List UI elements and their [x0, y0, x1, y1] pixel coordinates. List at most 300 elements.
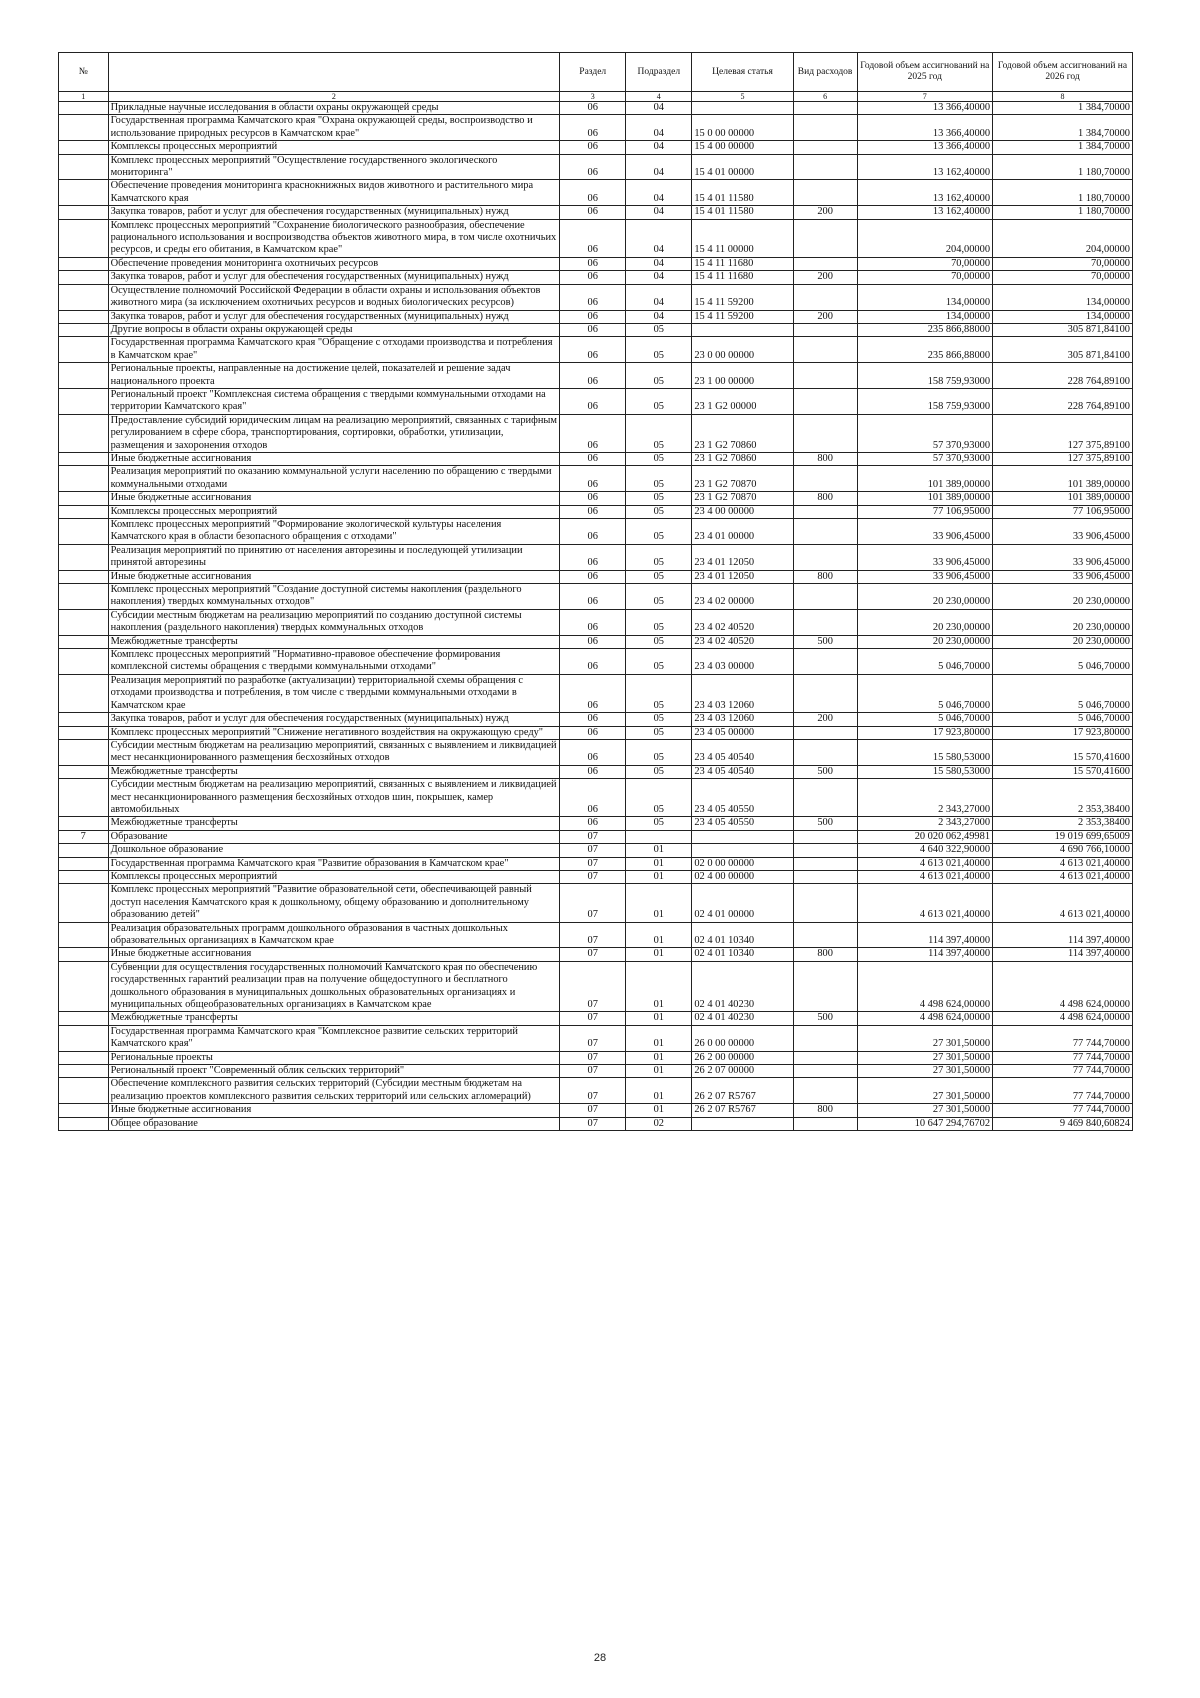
row-target: 15 4 01 11580: [692, 180, 793, 206]
row-name: Закупка товаров, работ и услуг для обеспечения государственных (муниципальных) нужд: [108, 271, 560, 284]
row-podrazdel: 05: [626, 817, 692, 830]
row-razdel: 07: [560, 1078, 626, 1104]
row-vid: [793, 115, 857, 141]
row-amount-2026: 204,00000: [993, 219, 1133, 257]
row-amount-2026: 101 389,00000: [993, 492, 1133, 505]
row-target: 15 4 11 59200: [692, 310, 793, 323]
row-amount-2026: 70,00000: [993, 257, 1133, 270]
row-target: 26 2 07 R5767: [692, 1078, 793, 1104]
row-podrazdel: 01: [626, 870, 692, 883]
table-row: [59, 961, 1133, 1012]
row-amount-2026: 4 613 021,40000: [993, 857, 1133, 870]
row-number: [59, 922, 109, 948]
table-row: [59, 870, 1133, 883]
row-vid: 800: [793, 948, 857, 961]
row-amount-2025: 235 866,88000: [857, 337, 992, 363]
row-number: [59, 726, 109, 739]
row-amount-2026: 33 906,45000: [993, 519, 1133, 545]
table-row: [59, 739, 1133, 765]
row-name: Осуществление полномочий Российской Федерации в области охраны и использования объектов животного мира (за исключением охотничьих ресурсов и водных биологических ресурсов): [108, 284, 560, 310]
table-row: [59, 492, 1133, 505]
row-number: [59, 1025, 109, 1051]
table-row: [59, 414, 1133, 452]
row-name: Региональный проект "Комплексная система обращения с твердыми коммунальными отходами на территории Камчатского края": [108, 388, 560, 414]
row-amount-2026: 228 764,89100: [993, 363, 1133, 389]
row-name: Региональные проекты: [108, 1051, 560, 1064]
row-vid: 500: [793, 765, 857, 778]
row-name: Комплекс процессных мероприятий "Снижение негативного воздействия на окружающую среду": [108, 726, 560, 739]
row-amount-2025: 13 162,40000: [857, 180, 992, 206]
row-razdel: 06: [560, 219, 626, 257]
row-number: [59, 257, 109, 270]
header-amount-2025: Годовой объем ассигнований на 2025 год: [857, 53, 992, 92]
row-amount-2026: 114 397,40000: [993, 922, 1133, 948]
row-amount-2025: 13 366,40000: [857, 115, 992, 141]
row-razdel: 06: [560, 726, 626, 739]
row-name: Дошкольное образование: [108, 844, 560, 857]
row-podrazdel: 01: [626, 1025, 692, 1051]
row-target: 02 4 01 10340: [692, 948, 793, 961]
row-vid: 800: [793, 452, 857, 465]
row-number: [59, 948, 109, 961]
table-row: [59, 544, 1133, 570]
row-amount-2026: 127 375,89100: [993, 414, 1133, 452]
row-vid: [793, 1025, 857, 1051]
row-razdel: 06: [560, 452, 626, 465]
row-amount-2026: 33 906,45000: [993, 570, 1133, 583]
row-number: [59, 284, 109, 310]
row-name: Иные бюджетные ассигнования: [108, 570, 560, 583]
row-podrazdel: 05: [626, 452, 692, 465]
row-vid: [793, 1065, 857, 1078]
row-name: Реализация мероприятий по принятию от населения авторезины и последующей утилизации принятой авторезины: [108, 544, 560, 570]
header-colnum: 8: [993, 92, 1133, 102]
row-podrazdel: 01: [626, 884, 692, 922]
row-target: 26 0 00 00000: [692, 1025, 793, 1051]
row-number: [59, 570, 109, 583]
row-target: 23 1 G2 70870: [692, 466, 793, 492]
header-vid: Вид расходов: [793, 53, 857, 92]
table-row: [59, 609, 1133, 635]
row-razdel: 06: [560, 310, 626, 323]
row-amount-2026: 1 384,70000: [993, 102, 1133, 115]
row-target: 26 2 00 00000: [692, 1051, 793, 1064]
row-number: [59, 635, 109, 648]
row-amount-2025: 101 389,00000: [857, 466, 992, 492]
row-podrazdel: 05: [626, 505, 692, 518]
row-name: Обеспечение комплексного развития сельских территорий (Субсидии местным бюджетам на реализацию проектов комплексного развития сельских территорий или сельских агломераций): [108, 1078, 560, 1104]
row-amount-2025: 13 366,40000: [857, 141, 992, 154]
row-amount-2026: 9 469 840,60824: [993, 1117, 1133, 1130]
row-target: 15 0 00 00000: [692, 115, 793, 141]
table-row: [59, 1012, 1133, 1025]
row-number: [59, 609, 109, 635]
row-number: [59, 154, 109, 180]
row-name: Субсидии местным бюджетам на реализацию мероприятий, связанных с выявлением и ликвидацией мест несанкционированного размещения бесхозяйных отходов: [108, 739, 560, 765]
row-amount-2025: 4 498 624,00000: [857, 1012, 992, 1025]
table-body: [59, 102, 1133, 1131]
row-name: Комплекс процессных мероприятий "Создание доступной системы накопления (раздельного накопления) твердых коммунальных отходов": [108, 584, 560, 610]
row-target: 02 4 01 10340: [692, 922, 793, 948]
header-number: №: [59, 53, 109, 92]
row-amount-2025: 5 046,70000: [857, 713, 992, 726]
header-razdel: Раздел: [560, 53, 626, 92]
header-colnum: 7: [857, 92, 992, 102]
row-vid: [793, 674, 857, 712]
row-razdel: 07: [560, 1025, 626, 1051]
row-amount-2025: 158 759,93000: [857, 388, 992, 414]
row-name: Межбюджетные трансферты: [108, 635, 560, 648]
row-target: 23 0 00 00000: [692, 337, 793, 363]
table-row: [59, 519, 1133, 545]
row-razdel: 07: [560, 884, 626, 922]
table-row: [59, 726, 1133, 739]
table-row: [59, 570, 1133, 583]
row-number: 7: [59, 830, 109, 843]
row-podrazdel: 01: [626, 857, 692, 870]
row-vid: [793, 141, 857, 154]
row-name: Региональный проект "Современный облик сельских территорий": [108, 1065, 560, 1078]
row-razdel: 06: [560, 817, 626, 830]
row-razdel: 07: [560, 844, 626, 857]
row-vid: [793, 414, 857, 452]
table-row: [59, 284, 1133, 310]
row-podrazdel: 05: [626, 337, 692, 363]
row-razdel: 06: [560, 323, 626, 336]
row-amount-2025: 20 230,00000: [857, 635, 992, 648]
row-amount-2025: 10 647 294,76702: [857, 1117, 992, 1130]
row-podrazdel: 04: [626, 206, 692, 219]
table-row: [59, 257, 1133, 270]
row-name: Закупка товаров, работ и услуг для обеспечения государственных (муниципальных) нужд: [108, 310, 560, 323]
row-amount-2026: 134,00000: [993, 310, 1133, 323]
table-row: [59, 674, 1133, 712]
row-vid: [793, 519, 857, 545]
table-row: [59, 1051, 1133, 1064]
row-number: [59, 739, 109, 765]
row-vid: [793, 337, 857, 363]
row-amount-2026: 77 744,70000: [993, 1025, 1133, 1051]
row-vid: 200: [793, 271, 857, 284]
row-number: [59, 1012, 109, 1025]
row-number: [59, 544, 109, 570]
row-target: 23 4 05 00000: [692, 726, 793, 739]
row-vid: 500: [793, 817, 857, 830]
row-target: 15 4 11 11680: [692, 257, 793, 270]
row-razdel: 06: [560, 180, 626, 206]
row-number: [59, 323, 109, 336]
table-row: [59, 635, 1133, 648]
row-amount-2025: 134,00000: [857, 310, 992, 323]
row-razdel: 07: [560, 870, 626, 883]
row-vid: [793, 584, 857, 610]
row-number: [59, 337, 109, 363]
row-number: [59, 271, 109, 284]
row-podrazdel: 04: [626, 102, 692, 115]
row-name: Обеспечение проведения мониторинга охотничьих ресурсов: [108, 257, 560, 270]
row-name: Общее образование: [108, 1117, 560, 1130]
table-row: [59, 857, 1133, 870]
row-amount-2025: 4 613 021,40000: [857, 884, 992, 922]
row-amount-2025: 27 301,50000: [857, 1104, 992, 1117]
row-target: 23 4 05 40550: [692, 779, 793, 817]
row-amount-2026: 77 106,95000: [993, 505, 1133, 518]
row-razdel: 06: [560, 102, 626, 115]
header-colnum: 4: [626, 92, 692, 102]
row-amount-2025: 158 759,93000: [857, 363, 992, 389]
row-amount-2025: 27 301,50000: [857, 1065, 992, 1078]
header-podrazdel: Подраздел: [626, 53, 692, 92]
row-name: Комплекс процессных мероприятий "Нормативно-правовое обеспечение формирования комплексной системы обращения с твердыми коммунальными отходами": [108, 649, 560, 675]
row-razdel: 06: [560, 570, 626, 583]
row-podrazdel: 01: [626, 1065, 692, 1078]
row-podrazdel: 04: [626, 271, 692, 284]
table-row: [59, 102, 1133, 115]
table-row: [59, 505, 1133, 518]
row-podrazdel: 05: [626, 570, 692, 583]
row-razdel: 07: [560, 948, 626, 961]
row-vid: [793, 323, 857, 336]
row-target: [692, 830, 793, 843]
row-razdel: 06: [560, 284, 626, 310]
row-name: Государственная программа Камчатского края "Комплексное развитие сельских территорий Камчатского края": [108, 1025, 560, 1051]
row-amount-2026: 77 744,70000: [993, 1051, 1133, 1064]
row-podrazdel: 05: [626, 584, 692, 610]
table-row: [59, 219, 1133, 257]
row-podrazdel: 05: [626, 414, 692, 452]
row-target: 23 4 01 12050: [692, 544, 793, 570]
row-target: 23 4 02 40520: [692, 635, 793, 648]
row-name: Иные бюджетные ассигнования: [108, 452, 560, 465]
row-razdel: 06: [560, 635, 626, 648]
row-number: [59, 519, 109, 545]
row-razdel: 06: [560, 674, 626, 712]
row-amount-2026: 77 744,70000: [993, 1104, 1133, 1117]
row-razdel: 06: [560, 141, 626, 154]
row-target: 15 4 01 11580: [692, 206, 793, 219]
row-podrazdel: 04: [626, 180, 692, 206]
row-amount-2025: 77 106,95000: [857, 505, 992, 518]
row-number: [59, 1051, 109, 1064]
table-row: [59, 337, 1133, 363]
row-amount-2026: 15 570,41600: [993, 765, 1133, 778]
row-amount-2025: 2 343,27000: [857, 779, 992, 817]
row-podrazdel: 04: [626, 257, 692, 270]
row-name: Комплекс процессных мероприятий "Формирование экологической культуры населения Камчатского края в области безопасного обращения с отходами": [108, 519, 560, 545]
row-amount-2025: 70,00000: [857, 271, 992, 284]
row-razdel: 07: [560, 1051, 626, 1064]
row-number: [59, 452, 109, 465]
row-name: Региональные проекты, направленные на достижение целей, показателей и решение задач национального проекта: [108, 363, 560, 389]
row-number: [59, 388, 109, 414]
row-amount-2026: 1 384,70000: [993, 115, 1133, 141]
row-amount-2025: 101 389,00000: [857, 492, 992, 505]
row-number: [59, 505, 109, 518]
row-amount-2026: 2 353,38400: [993, 779, 1133, 817]
row-podrazdel: 02: [626, 1117, 692, 1130]
row-razdel: 07: [560, 961, 626, 1012]
table-header: [59, 53, 1133, 102]
row-podrazdel: 05: [626, 388, 692, 414]
row-number: [59, 492, 109, 505]
row-amount-2025: 33 906,45000: [857, 570, 992, 583]
row-target: 15 4 11 59200: [692, 284, 793, 310]
row-name: Комплекс процессных мероприятий "Развитие образовательной сети, обеспечивающей равный доступ населения Камчатского края к дошкольному, общему образованию и дополнительному образованию детей": [108, 884, 560, 922]
row-number: [59, 713, 109, 726]
row-target: 02 0 00 00000: [692, 857, 793, 870]
row-razdel: 06: [560, 414, 626, 452]
row-vid: [793, 1117, 857, 1130]
table-row: [59, 779, 1133, 817]
row-amount-2025: 134,00000: [857, 284, 992, 310]
row-amount-2025: 5 046,70000: [857, 649, 992, 675]
row-podrazdel: 04: [626, 115, 692, 141]
row-name: Межбюджетные трансферты: [108, 817, 560, 830]
table-row: [59, 388, 1133, 414]
row-vid: [793, 284, 857, 310]
row-razdel: 06: [560, 544, 626, 570]
row-name: Субсидии местным бюджетам на реализацию мероприятий по созданию доступной системы накопления (раздельного накопления) твердых коммунальных отходов: [108, 609, 560, 635]
row-razdel: 06: [560, 115, 626, 141]
row-amount-2026: 5 046,70000: [993, 713, 1133, 726]
row-razdel: 06: [560, 584, 626, 610]
row-name: Субвенции для осуществления государственных полномочий Камчатского края по обеспечению государственных гарантий реализации прав на получение общедоступного и бесплатного дошкольного образования в муниципальных дошкольных образовательных организациях и муниципальных общеобразовательных организациях в Камчатском крае: [108, 961, 560, 1012]
row-number: [59, 1117, 109, 1130]
row-vid: [793, 922, 857, 948]
row-amount-2026: 1 180,70000: [993, 206, 1133, 219]
row-name: Предоставление субсидий юридическим лицам на реализацию мероприятий, связанных с тарифным регулированием в сфере сбора, транспортирования, сортировки, обработки, утилизации, размещения и захоронения отходов: [108, 414, 560, 452]
row-podrazdel: 04: [626, 154, 692, 180]
row-podrazdel: 05: [626, 635, 692, 648]
row-target: 23 4 05 40540: [692, 739, 793, 765]
row-razdel: 06: [560, 363, 626, 389]
row-podrazdel: 04: [626, 141, 692, 154]
table-row: [59, 452, 1133, 465]
row-name: Государственная программа Камчатского края "Развитие образования в Камчатском крае": [108, 857, 560, 870]
table-row: [59, 363, 1133, 389]
table-row: [59, 323, 1133, 336]
table-row: [59, 649, 1133, 675]
row-target: 02 4 01 40230: [692, 1012, 793, 1025]
row-razdel: 06: [560, 505, 626, 518]
row-target: 26 2 07 R5767: [692, 1104, 793, 1117]
row-razdel: 06: [560, 154, 626, 180]
page-number: 28: [593, 1652, 607, 1664]
row-amount-2026: 127 375,89100: [993, 452, 1133, 465]
row-razdel: 06: [560, 713, 626, 726]
row-amount-2025: 13 366,40000: [857, 102, 992, 115]
row-podrazdel: 01: [626, 961, 692, 1012]
row-vid: [793, 505, 857, 518]
row-number: [59, 844, 109, 857]
row-target: 23 1 G2 70870: [692, 492, 793, 505]
row-amount-2025: 17 923,80000: [857, 726, 992, 739]
row-podrazdel: 04: [626, 284, 692, 310]
row-razdel: 06: [560, 765, 626, 778]
row-vid: 800: [793, 1104, 857, 1117]
row-vid: [793, 870, 857, 883]
row-amount-2026: 4 498 624,00000: [993, 1012, 1133, 1025]
row-target: 15 4 00 00000: [692, 141, 793, 154]
table-row: [59, 206, 1133, 219]
row-vid: [793, 219, 857, 257]
row-podrazdel: 05: [626, 519, 692, 545]
row-podrazdel: 01: [626, 1012, 692, 1025]
row-vid: [793, 257, 857, 270]
table-row: [59, 884, 1133, 922]
row-name: Государственная программа Камчатского края "Охрана окружающей среды, воспроизводство и использование природных ресурсов в Камчатском крае": [108, 115, 560, 141]
row-amount-2025: 33 906,45000: [857, 519, 992, 545]
row-number: [59, 857, 109, 870]
row-amount-2025: 27 301,50000: [857, 1078, 992, 1104]
row-number: [59, 219, 109, 257]
row-amount-2026: 1 180,70000: [993, 154, 1133, 180]
row-amount-2026: 20 230,00000: [993, 609, 1133, 635]
row-podrazdel: 05: [626, 544, 692, 570]
row-number: [59, 180, 109, 206]
row-target: 23 4 02 00000: [692, 584, 793, 610]
row-number: [59, 115, 109, 141]
row-number: [59, 779, 109, 817]
row-vid: [793, 180, 857, 206]
row-number: [59, 102, 109, 115]
row-vid: [793, 544, 857, 570]
row-razdel: 06: [560, 649, 626, 675]
row-podrazdel: 05: [626, 323, 692, 336]
row-razdel: 06: [560, 779, 626, 817]
header-colnum: 1: [59, 92, 109, 102]
table-row: [59, 1025, 1133, 1051]
row-vid: [793, 388, 857, 414]
row-target: 23 1 00 00000: [692, 363, 793, 389]
row-amount-2026: 4 613 021,40000: [993, 884, 1133, 922]
row-razdel: 06: [560, 609, 626, 635]
row-podrazdel: 01: [626, 1078, 692, 1104]
row-target: [692, 102, 793, 115]
row-podrazdel: 04: [626, 219, 692, 257]
table-row: [59, 1117, 1133, 1130]
row-amount-2025: 4 498 624,00000: [857, 961, 992, 1012]
row-amount-2025: 20 230,00000: [857, 609, 992, 635]
row-podrazdel: 01: [626, 948, 692, 961]
row-amount-2025: 15 580,53000: [857, 765, 992, 778]
row-vid: [793, 739, 857, 765]
row-target: 23 4 03 12060: [692, 713, 793, 726]
row-name: Комплексы процессных мероприятий: [108, 141, 560, 154]
row-number: [59, 817, 109, 830]
row-razdel: 06: [560, 466, 626, 492]
row-amount-2025: 4 640 322,90000: [857, 844, 992, 857]
row-target: 23 4 00 00000: [692, 505, 793, 518]
row-amount-2025: 13 162,40000: [857, 154, 992, 180]
row-name: Иные бюджетные ассигнования: [108, 1104, 560, 1117]
row-name: Государственная программа Камчатского края "Обращение с отходами производства и потребления в Камчатском крае": [108, 337, 560, 363]
row-vid: 200: [793, 713, 857, 726]
row-podrazdel: 05: [626, 739, 692, 765]
row-name: Комплекс процессных мероприятий "Сохранение биологического разнообразия, обеспечение рационального использования и воспроизводства объектов животного мира, в том числе охотничьих ресурсов, и среды его обитания, в Камчатском крае": [108, 219, 560, 257]
row-podrazdel: 05: [626, 492, 692, 505]
table-row: [59, 765, 1133, 778]
row-vid: 500: [793, 1012, 857, 1025]
row-podrazdel: 05: [626, 674, 692, 712]
row-podrazdel: 05: [626, 363, 692, 389]
row-target: 15 4 01 00000: [692, 154, 793, 180]
row-podrazdel: 05: [626, 779, 692, 817]
row-number: [59, 1065, 109, 1078]
row-target: 23 1 G2 00000: [692, 388, 793, 414]
row-name: Комплексы процессных мероприятий: [108, 505, 560, 518]
row-podrazdel: 01: [626, 1104, 692, 1117]
